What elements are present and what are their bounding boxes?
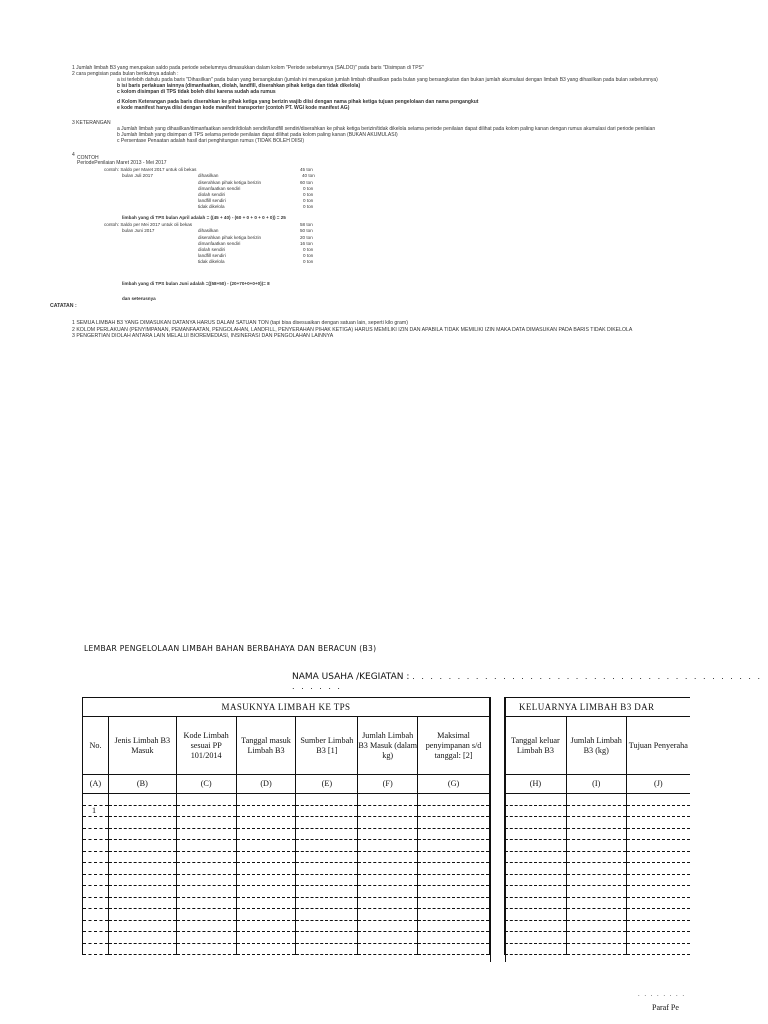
example-2-row-label: diolah sendiri — [198, 247, 226, 252]
col-header-jumlah-masuk: Jumlah Limbah B3 Masuk (dalam kg) — [358, 717, 418, 775]
form-cell[interactable] — [626, 897, 690, 909]
form-cell[interactable] — [626, 920, 690, 932]
form-cell[interactable] — [418, 851, 490, 863]
table-row — [505, 851, 691, 863]
table-row — [83, 828, 490, 840]
form-cell[interactable] — [358, 874, 418, 886]
form-cell[interactable] — [566, 920, 626, 932]
form-cell[interactable] — [176, 943, 236, 955]
note-3b: b Jumlah limbah yang disimpan di TPS selama periode penilaian dapat dilihat pada kolom paling kanan (BUKAN AKUMULASI) — [117, 132, 398, 138]
example-2-row-value: 50 ton — [300, 228, 313, 233]
form-cell[interactable] — [236, 794, 296, 806]
col-code: (D) — [236, 775, 296, 794]
table-row — [83, 943, 490, 955]
table-row — [505, 805, 691, 817]
form-cell[interactable] — [505, 863, 567, 875]
form-cell[interactable] — [176, 851, 236, 863]
form-cell[interactable] — [296, 920, 358, 932]
table-row — [505, 817, 691, 829]
note-2a: a isi terlebih dahulu pada baris "Dihasilkan" pada bulan yang bersangkutan (jumlah ini merupakan jumlah limbah dihasilkan pada bulan yang bersangkutan dan bukan jumlah akumulasi dengan limbah B3 yang dihasilkan pada bulan sebelumnya) — [117, 77, 658, 83]
example-1-row-value: 0 ton — [303, 186, 314, 191]
form-cell[interactable] — [176, 805, 236, 817]
form-cell[interactable] — [566, 863, 626, 875]
form-cell[interactable] — [566, 851, 626, 863]
form-cell[interactable] — [83, 932, 109, 944]
form-cell[interactable] — [626, 874, 690, 886]
example-2-etc: dan seterusnya — [122, 296, 156, 301]
table-row — [83, 794, 490, 806]
form-cell[interactable] — [108, 805, 176, 817]
form-cell[interactable] — [358, 817, 418, 829]
col-header-maksimal: Maksimal penyimpanan s/d tanggal: [2] — [418, 717, 490, 775]
incoming-waste-table — [82, 697, 490, 955]
sheet-title: LEMBAR PENGELOLAAN LIMBAH BAHAN BERBAHAYA DAN BERACUN (B3) — [84, 644, 377, 653]
form-cell[interactable] — [418, 920, 490, 932]
example-1-row-value: 0 ton — [303, 192, 314, 197]
form-cell[interactable] — [566, 886, 626, 898]
form-cell[interactable] — [358, 943, 418, 955]
example-2-result: limbah yang di TPS bulan Juni adalah =((58+50) - (20+70+0+0+0))= 8 — [122, 281, 270, 286]
form-cell[interactable] — [236, 932, 296, 944]
table-row — [83, 886, 490, 898]
form-cell[interactable] — [566, 932, 626, 944]
form-cell[interactable] — [176, 932, 236, 944]
col-header-jumlah-keluar: Jumlah Limbah B3 (kg) — [566, 717, 626, 775]
table-row — [505, 828, 691, 840]
outgoing-waste-table — [504, 697, 690, 955]
form-cell[interactable] — [358, 828, 418, 840]
form-cell[interactable] — [176, 920, 236, 932]
nama-usaha-field[interactable]: . . . . . . . . . . . . . . . . . . . . . . . . . . . . . . . . . . . . . . . . . . . . . — [292, 672, 763, 691]
note-3: 3 KETERANGAN — [72, 120, 111, 126]
example-2-intro: contoh: Saldo per Mei 2017 untuk oli bekas — [104, 222, 193, 227]
incoming-header: MASUKNYA LIMBAH KE TPS — [83, 698, 490, 717]
form-cell[interactable] — [236, 874, 296, 886]
note-3a: a Jumlah limbah yang dihasilkan/dimanfaatkan sendiri/diolah sendiri/landfill sendiri/diserahkan ke pihak ketiga berizin/tidak dikelola selama periode penilaian dapat dilihat pada kolom paling kanan dengan rumus akumulasi dari periode penilaian — [117, 126, 656, 132]
form-cell[interactable] — [566, 805, 626, 817]
example-2-row-value: 0 ton — [303, 253, 314, 258]
table-row — [505, 794, 691, 806]
form-cell[interactable] — [626, 794, 690, 806]
form-cell[interactable] — [358, 886, 418, 898]
form-cell[interactable] — [566, 794, 626, 806]
form-cell[interactable] — [108, 840, 176, 852]
form-cell[interactable] — [176, 817, 236, 829]
col-code: (F) — [358, 775, 418, 794]
form-cell[interactable] — [505, 920, 567, 932]
form-cell[interactable] — [626, 817, 690, 829]
col-code: (C) — [176, 775, 236, 794]
form-cell[interactable] — [296, 874, 358, 886]
form-cell[interactable] — [108, 794, 176, 806]
form-cell[interactable] — [358, 805, 418, 817]
form-cell[interactable] — [296, 897, 358, 909]
note-2b: b isi baris perlakuan lainnya (dimanfaatkan, diolah, landfill, diserahkan pihak ketiga dan tidak dikelola) — [117, 83, 361, 89]
form-cell[interactable] — [236, 828, 296, 840]
form-cell[interactable] — [358, 932, 418, 944]
note-4: CONTOH — [77, 155, 99, 161]
form-cell[interactable] — [566, 909, 626, 921]
col-header-kode: Kode Limbah sesuai PP 101/2014 — [176, 717, 236, 775]
form-cell[interactable] — [358, 863, 418, 875]
form-cell[interactable] — [296, 863, 358, 875]
form-cell[interactable] — [296, 886, 358, 898]
paraf-dots: . . . . . . . . — [638, 992, 686, 998]
col-header-jenis: Jenis Limbah B3 Masuk — [108, 717, 176, 775]
table-row — [505, 840, 691, 852]
col-code: (A) — [83, 775, 109, 794]
table-row — [505, 874, 691, 886]
form-cell[interactable] — [358, 920, 418, 932]
form-cell[interactable] — [505, 909, 567, 921]
form-cell[interactable] — [566, 874, 626, 886]
nama-usaha-label: NAMA USAHA /KEGIATAN : — [292, 672, 410, 682]
col-code: (B) — [108, 775, 176, 794]
form-cell[interactable] — [418, 828, 490, 840]
form-cell[interactable] — [418, 932, 490, 944]
form-cell[interactable] — [296, 909, 358, 921]
form-cell[interactable] — [83, 840, 109, 852]
form-cell[interactable] — [296, 943, 358, 955]
form-cell[interactable] — [236, 851, 296, 863]
form-cell[interactable] — [358, 851, 418, 863]
form-cell[interactable] — [108, 874, 176, 886]
form-cell[interactable] — [176, 794, 236, 806]
col-header-tanggal-keluar: Tanggal keluar Limbah B3 — [505, 717, 567, 775]
outgoing-header: KELUARNYA LIMBAH B3 DAR — [505, 698, 691, 717]
table-row — [83, 851, 490, 863]
example-1-intro: contoh: Saldo per Maret 2017 untuk oli bekas — [104, 167, 197, 172]
example-1-month: bulan Juli 2017 — [122, 173, 153, 178]
form-cell[interactable] — [176, 828, 236, 840]
form-cell[interactable] — [566, 897, 626, 909]
form-cell[interactable] — [505, 817, 567, 829]
form-cell[interactable] — [296, 805, 358, 817]
form-cell[interactable] — [566, 943, 626, 955]
table-row — [83, 897, 490, 909]
form-cell[interactable] — [83, 851, 109, 863]
example-1-result: limbah yang di TPS bulan April adalah = ((45 + 40) - (60 + 0 + 0 + 0 + 0)) = 25 — [122, 215, 286, 220]
form-cell[interactable] — [418, 805, 490, 817]
form-cell[interactable] — [236, 805, 296, 817]
form-cell[interactable] — [566, 817, 626, 829]
form-cell[interactable] — [418, 817, 490, 829]
note-3c: c Persentase Penaatan adalah hasil dari penghitungan rumus (TIDAK BOLEH DIISI) — [117, 138, 305, 144]
form-cell[interactable] — [418, 909, 490, 921]
form-cell[interactable] — [83, 920, 109, 932]
form-cell[interactable] — [358, 909, 418, 921]
table-row — [505, 943, 691, 955]
form-cell[interactable] — [108, 920, 176, 932]
form-cell[interactable] — [83, 897, 109, 909]
note-2c: c kolom disimpan di TPS tidak boleh diisi karena sudah ada rumus — [117, 89, 276, 95]
catatan-label: CATATAN : — [50, 303, 77, 309]
col-header-tanggal-masuk: Tanggal masuk Limbah B3 — [236, 717, 296, 775]
note-2e: e kode manifest hanya diisi dengan kode manifest transporter (contoh PT. WGI kode manifest AG) — [117, 105, 350, 111]
example-1-row-label: diserahkan pihak ketiga berizin — [198, 180, 262, 185]
form-cell[interactable] — [83, 794, 109, 806]
form-cell[interactable] — [296, 828, 358, 840]
form-cell[interactable] — [626, 886, 690, 898]
outgoing-rows — [505, 794, 691, 955]
example-1-row-value: 0 ton — [303, 204, 314, 209]
form-cell[interactable] — [83, 943, 109, 955]
example-1-row-label: dihasilkan — [198, 173, 219, 178]
form-cell[interactable] — [505, 874, 567, 886]
table-row — [83, 909, 490, 921]
form-cell[interactable] — [236, 817, 296, 829]
form-cell[interactable] — [418, 794, 490, 806]
form-cell[interactable] — [108, 828, 176, 840]
col-code: (G) — [418, 775, 490, 794]
table-row — [505, 863, 691, 875]
form-cell[interactable] — [626, 909, 690, 921]
table-row — [505, 920, 691, 932]
form-cell[interactable] — [236, 886, 296, 898]
example-2-saldo: 58 ton — [300, 222, 313, 227]
form-cell[interactable] — [108, 886, 176, 898]
form-cell[interactable] — [296, 817, 358, 829]
form-cell[interactable] — [296, 840, 358, 852]
form-cell[interactable] — [236, 863, 296, 875]
example-1-row-value: 60 ton — [300, 180, 313, 185]
example-2-row-label: landfill sendiri — [198, 253, 226, 258]
form-cell[interactable] — [296, 794, 358, 806]
paraf-label: Paraf Pe — [652, 1003, 679, 1012]
form-cell[interactable] — [108, 932, 176, 944]
form-cell[interactable] — [83, 886, 109, 898]
col-code: (I) — [566, 775, 626, 794]
form-cell[interactable] — [566, 840, 626, 852]
form-cell[interactable] — [236, 840, 296, 852]
table-row — [505, 909, 691, 921]
form-cell[interactable] — [108, 943, 176, 955]
form-cell[interactable] — [83, 909, 109, 921]
form-cell[interactable] — [176, 874, 236, 886]
nama-usaha-line — [292, 672, 768, 692]
form-cell[interactable] — [176, 909, 236, 921]
form-cell[interactable] — [296, 932, 358, 944]
form-cell[interactable] — [505, 886, 567, 898]
form-cell[interactable] — [236, 897, 296, 909]
form-cell[interactable] — [108, 909, 176, 921]
example-1-row-value: 40 ton — [302, 173, 315, 178]
form-cell[interactable] — [505, 805, 567, 817]
form-cell[interactable] — [418, 874, 490, 886]
form-cell[interactable] — [108, 851, 176, 863]
form-cell[interactable] — [358, 794, 418, 806]
form-cell[interactable] — [626, 828, 690, 840]
form-cell[interactable] — [108, 897, 176, 909]
form-cell[interactable] — [83, 874, 109, 886]
form-cell[interactable]: 1 — [83, 805, 109, 817]
table-row — [505, 932, 691, 944]
form-cell[interactable] — [236, 909, 296, 921]
catatan-3: 3 PENGERTIAN DIOLAH ANTARA LAIN MELALUI BIOREMEDIASI, INSINERASI DAN PENGOLAHAN LAINNYA — [72, 333, 334, 339]
form-cell[interactable] — [418, 943, 490, 955]
example-1-row-label: dimanfaatkan sendiri — [198, 186, 241, 191]
note-4-number: 4 — [72, 152, 75, 158]
form-cell[interactable] — [296, 851, 358, 863]
col-code: (E) — [296, 775, 358, 794]
form-cell[interactable] — [176, 840, 236, 852]
table-row — [83, 805, 490, 817]
form-cell[interactable] — [505, 828, 567, 840]
form-cell[interactable] — [418, 840, 490, 852]
form-cell[interactable] — [83, 863, 109, 875]
form-cell[interactable] — [83, 828, 109, 840]
table-row — [83, 817, 490, 829]
form-cell[interactable] — [505, 840, 567, 852]
form-cell[interactable] — [626, 863, 690, 875]
table-row — [83, 863, 490, 875]
note-2: 2 cara pengisian pada bulan berikutnya adalah : — [72, 71, 179, 77]
form-cell[interactable] — [108, 817, 176, 829]
form-cell[interactable] — [358, 840, 418, 852]
example-2-row-label: tidak dikelola — [198, 259, 225, 264]
example-2-row-value: 0 ton — [303, 259, 314, 264]
form-cell[interactable] — [505, 932, 567, 944]
col-header-tujuan: Tujuan Penyeraha — [626, 717, 690, 775]
catatan-1: 1 SEMUA LIMBAH B3 YANG DIMASUKAN DATANYA HARUS DALAM SATUAN TON (tapi bisa disesuaikan dengan satuan lain, seperti kilo gram) — [72, 320, 408, 326]
note-1: 1 Jumlah limbah B3 yang merupakan saldo pada periode sebelumnya dimasukkan dalam kolom "Periode sebelumnya (SALDO)" pada baris "Disimpan di TPS" — [72, 65, 424, 71]
example-1-row-label: landfill sendiri — [198, 198, 226, 203]
incoming-rows — [83, 794, 490, 955]
table-row — [83, 932, 490, 944]
example-2-row-label: dihasilkan — [198, 228, 219, 233]
example-2-row-value: 20 ton — [300, 235, 313, 240]
example-1-row-label: tidak dikelola — [198, 204, 225, 209]
example-2-month: bulan Juni 2017 — [122, 228, 155, 233]
form-cell[interactable] — [626, 805, 690, 817]
catatan-2: 2 KOLOM PERLAKUAN (PENYIMPANAN, PEMANFAATAN, PENGOLAHAN, LANDFILL, PENYERAHAN PIHAK KETIGA) HARUS MEMILIKI IZIN DAN APABILA TIDAK MEMILIKI IZIN MAKA DATA DIMASUKAN PADA BARIS TIDAK DIKELOLA — [72, 327, 633, 333]
form-cell[interactable] — [418, 863, 490, 875]
form-cell[interactable] — [236, 943, 296, 955]
form-cell[interactable] — [176, 897, 236, 909]
col-code: (H) — [505, 775, 567, 794]
form-cell[interactable] — [358, 897, 418, 909]
form-cell[interactable] — [626, 932, 690, 944]
table-row — [83, 840, 490, 852]
form-cell[interactable] — [505, 794, 567, 806]
table-row — [83, 874, 490, 886]
form-cell[interactable] — [83, 817, 109, 829]
form-cell[interactable] — [108, 863, 176, 875]
example-1-row-label: diolah sendiri — [198, 192, 226, 197]
note-4-period: PeriodePenilaian Maret 2013 - Mei 2017 — [77, 160, 167, 166]
table-row — [83, 920, 490, 932]
form-cell[interactable] — [505, 851, 567, 863]
form-cell[interactable] — [566, 828, 626, 840]
form-cell[interactable] — [176, 863, 236, 875]
col-header-no: No. — [83, 717, 109, 775]
form-cell[interactable] — [626, 851, 690, 863]
col-code: (J) — [626, 775, 690, 794]
note-2d: d Kolom Keterangan pada baris diserahkan ke pihak ketiga yang berizin wajib diisi dengan nama pihak ketiga tujuan pengelolaan dan nama pengangkut — [117, 99, 479, 105]
col-header-sumber: Sumber Limbah B3 [1] — [296, 717, 358, 775]
form-cell[interactable] — [505, 943, 567, 955]
example-2-row-label: diserahkan pihak ketiga berizin — [198, 235, 262, 240]
table-row — [505, 897, 691, 909]
form-cell[interactable] — [626, 840, 690, 852]
form-cell[interactable] — [626, 943, 690, 955]
form-cell[interactable] — [505, 897, 567, 909]
form-cell[interactable] — [176, 886, 236, 898]
example-2-row-label: dimanfaatkan sendiri — [198, 241, 241, 246]
example-2-row-value: 0 ton — [303, 247, 314, 252]
form-cell[interactable] — [418, 886, 490, 898]
form-cell[interactable] — [418, 897, 490, 909]
example-1-row-value: 0 ton — [303, 198, 314, 203]
example-1-saldo: 45 ton — [300, 167, 313, 172]
form-cell[interactable] — [236, 920, 296, 932]
example-2-row-value: 16 ton — [300, 241, 313, 246]
table-row — [505, 886, 691, 898]
